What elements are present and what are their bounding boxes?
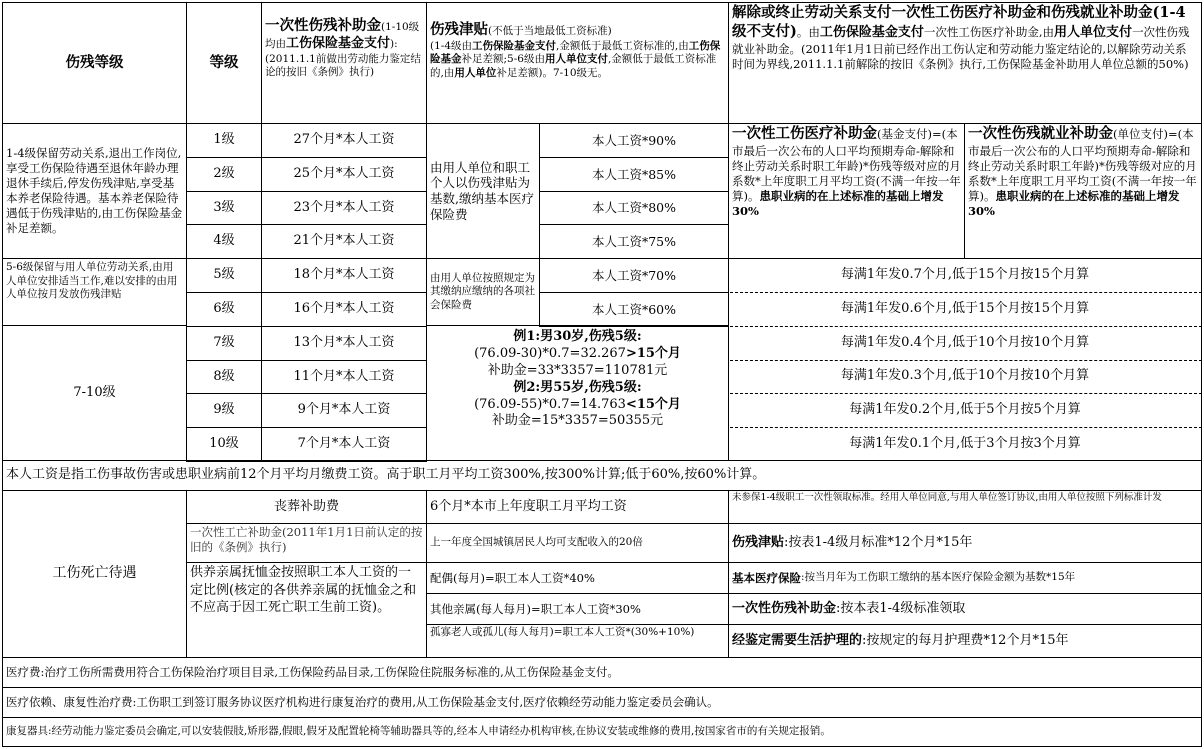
uninsured-care-value: :按规定的每月护理费*12个月*15年 <box>862 632 1069 648</box>
term-unit: 用人单位支付 <box>1054 24 1133 40</box>
grade-label: 伤残等级 <box>65 53 124 71</box>
footer-devices <box>2 717 1202 747</box>
allowance-cell: 本人工资*80% <box>539 191 729 225</box>
lump-fund: 工伤保险基金支付 <box>286 35 391 51</box>
lump-sum-cell: 21个月*本人工资 <box>261 224 427 259</box>
term-title: 解除或终止劳动关系支付一次性工伤医疗补助金和伤残就业补助金(1-4级不支付) <box>732 4 1186 40</box>
funeral-value <box>426 490 729 524</box>
allow-sub1: (不低于当地最低工资标准) <box>488 25 612 37</box>
uninsured-medical <box>728 562 1202 594</box>
pension-spouse-text: 配偶(每月)=职工本人工资*40% <box>430 570 595 585</box>
death-label-text: 工伤死亡待遇 <box>52 565 137 582</box>
uninsured-lump-label: 一次性伤残补助金 <box>732 600 837 616</box>
lump-sub1: (1-10级均由 <box>265 21 420 50</box>
dashed-divider <box>730 292 1202 293</box>
wage-note <box>2 460 1202 491</box>
death-lump-text: 一次性工亡补助金(2011年1月1日前认定的按旧的《条例》执行) <box>190 525 423 554</box>
lump-sum-cell: 27个月*本人工资 <box>261 123 427 158</box>
allowance-cell: 本人工资*85% <box>539 157 729 192</box>
term-fund: 工伤保险基金支付 <box>819 24 924 40</box>
per-year-rule: 每满1年发0.7个月,低于15个月按15个月算 <box>840 266 1090 282</box>
allowance-cell: 本人工资*70% <box>539 258 729 293</box>
death-lump-label <box>186 523 427 563</box>
pension-other <box>426 593 729 625</box>
dashed-divider <box>730 360 1202 361</box>
group-5-6-text: 5-6级保留与用人单位劳动关系,由用人单位安排适当工作,难以安排的由用人单位按月发放伤残津贴 <box>6 261 178 301</box>
medical-subsidy <box>728 123 965 259</box>
allow-sub6: 补足差额)。7-10级无。 <box>496 67 609 80</box>
level-cell: 8级 <box>186 360 262 394</box>
uninsured-care-label: 经鉴定需要生活护理的 <box>732 632 863 648</box>
footer-medical-text: 医疗费:治疗工伤所需费用符合工伤保险治疗项目目录,工伤保险药品目录,工伤保险住院服务标准的,从工伤保险基金支付。 <box>6 665 619 680</box>
dashed-divider <box>730 393 1202 394</box>
example1-result: >15个月 <box>625 345 681 361</box>
term-sub1: 。由 <box>796 24 820 39</box>
per-year-rule: 每满1年发0.2个月,低于5个月按5个月算 <box>849 401 1081 417</box>
term-sub3: 一次性伤残就业补助金。(2011年1月1日前已经作出工伤认定和劳动能力鉴定结论的,以解除劳动关系时间为界线,2011.1.1前解除的按旧《条例》执行,工伤保险基金补助用人单位总额的50%) <box>732 24 1190 71</box>
lump-sum-cell: 18个月*本人工资 <box>261 258 427 293</box>
example1-amount: 补助金=33*3357=110781元 <box>487 362 668 378</box>
group-1-4 <box>2 123 187 259</box>
death-lump-value <box>426 523 729 563</box>
lump-sum-cell: 23个月*本人工资 <box>261 191 427 225</box>
allow-note-1-4-text: 由用人单位和职工个人以伤残津贴为基数,缴纳基本医疗保险费 <box>430 159 534 222</box>
group-7-10 <box>2 325 187 461</box>
example2-amount: 补助金=15*3357=50355元 <box>491 413 664 429</box>
per-year-rule: 每满1年发0.4个月,低于10个月按10个月算 <box>840 334 1090 350</box>
allow-sub5: ,金额低于最低工资标准的,由 <box>430 53 717 80</box>
allow-sub2: (1-4级由 <box>430 39 473 52</box>
allow-unit2: 用人单位 <box>454 67 497 80</box>
footer-rehab-text: 医疗依赖、康复性治疗费:工伤职工到签订服务协议医疗机构进行康复治疗的费用,从工伤保险基金支付,医疗依赖经劳动能力鉴定委员会确认。 <box>6 695 719 710</box>
pension-other-text: 其他亲属(每人每月)=职工本人工资*30% <box>430 601 641 616</box>
group-5-6 <box>2 258 187 326</box>
uninsured-allow-label: 伤残津贴 <box>732 534 785 550</box>
uninsured-allowance <box>728 523 1202 563</box>
level-cell: 7级 <box>186 326 262 361</box>
level-cell: 10级 <box>186 427 262 462</box>
level-cell: 5级 <box>186 258 262 293</box>
employment-subsidy <box>964 123 1202 259</box>
uninsured-med-label: 基本医疗保险 <box>732 570 801 585</box>
allow-note-5-6 <box>426 258 540 326</box>
header-grade <box>2 2 187 124</box>
allow-fund: 工伤保险基金支付 <box>472 39 557 52</box>
header-level <box>186 2 262 124</box>
medical-title: 一次性工伤医疗补助金 <box>732 125 877 142</box>
dashed-divider <box>730 326 1202 327</box>
pension-spouse <box>426 562 729 594</box>
dashed-divider <box>730 427 1202 428</box>
per-year-rule: 每满1年发0.3个月,低于10个月按10个月算 <box>840 368 1090 384</box>
level-cell: 9级 <box>186 393 262 428</box>
medical-basis: (基金支付)=(本市最后一次公布的人口平均预期寿命-解除和终止劳动关系时职工年龄)*伤残等级对应的月系数*上年度职工月平均工资(不满一年按一年算)。 <box>732 127 961 203</box>
pension-orphan-text: 孤寡老人或孤儿(每人每月)=职工本人工资*(30%+10%) <box>430 626 695 638</box>
lump-sum-cell: 9个月*本人工资 <box>261 393 427 428</box>
footer-devices-text: 康复器具:经劳动能力鉴定委员会确定,可以安装假肢,矫形器,假眼,假牙及配置轮椅等辅助器具等的,经本人申请经办机构审核,在协议安装或维修的费用,按国家省市的有关规定报销。 <box>6 725 831 738</box>
allow-unit: 用人单位支付 <box>544 53 608 66</box>
funeral-label <box>186 490 427 524</box>
allowance-cell: 本人工资*90% <box>539 123 729 158</box>
header-lump-sum <box>261 2 427 124</box>
level-cell: 1级 <box>186 123 262 158</box>
allow-title: 伤残津贴 <box>430 21 488 38</box>
uninsured-care <box>728 624 1202 658</box>
death-label <box>2 490 187 658</box>
allow-sub3: ,金额低于最低工资标准的,由 <box>556 39 689 52</box>
pension-orphan <box>426 624 729 658</box>
group-1-4-text: 1-4级保留劳动关系,退出工作岗位,享受工伤保险待遇至退休年龄办理退休手续后,停发伤残津贴,享受基本养老保险待遇。基本养老保险待遇低于伤残津贴的,由工伤保险基金补足差额。 <box>6 146 183 235</box>
per-year-rule: 每满1年发0.6个月,低于15个月按15个月算 <box>840 300 1090 316</box>
lump-title: 一次性伤残补助金 <box>265 17 381 34</box>
header-allowance <box>426 2 729 124</box>
level-cell: 4级 <box>186 224 262 259</box>
uninsured-intro-text: 未参保1-4级职工一次性领取标准。经用人单位同意,与用人单位签订协议,由用人单位按照下列标准计发 <box>732 492 1162 503</box>
allow-fund2: 工伤保险基金 <box>430 39 721 66</box>
lump-sub2: ):(2011.1.1前做出劳动能力鉴定结论的按旧《条例》执行) <box>265 37 421 79</box>
employment-title: 一次性伤残就业补助金 <box>968 125 1113 142</box>
lump-sum-cell: 13个月*本人工资 <box>261 326 427 361</box>
example1-title: 例1:男30岁,伤残5级: <box>513 329 642 344</box>
death-lump-value-text: 上一年度全国城镇居民人均可支配收入的20倍 <box>430 536 643 549</box>
wage-note-text: 本人工资是指工伤事故伤害或患职业病前12个月平均月缴费工资。高于职工月平均工资300%,按300%计算;低于60%,按60%计算。 <box>6 467 766 483</box>
example2-title: 例2:男55岁,伤残5级: <box>513 379 642 395</box>
employment-basis: (单位支付)=(本市最后一次公布的人口平均预期寿命-解除和终止劳动关系时职工年龄)*伤残等级对应的月系数*上年度职工月平均工资(不满一年按一年算)。 <box>968 127 1197 203</box>
allowance-cell: 本人工资*60% <box>539 292 729 327</box>
term-sub2: 一次性工伤医疗补助金,由 <box>923 24 1055 39</box>
funeral-label-text: 丧葬补助费 <box>273 498 339 514</box>
group-7-10-text: 7-10级 <box>73 384 116 400</box>
allow-note-1-4 <box>426 123 540 259</box>
funeral-value-text: 6个月*本市上年度职工月平均工资 <box>430 498 627 514</box>
employment-note: 患职业病的在上述标准的基础上增发30% <box>968 188 1180 218</box>
uninsured-lump-value: :按本表1-4级标准领取 <box>836 600 966 616</box>
level-cell: 6级 <box>186 292 262 327</box>
allow-note-5-6-text: 由用人单位按照规定为其缴纳应缴纳的各项社会保险费 <box>430 271 535 311</box>
level-cell: 3级 <box>186 191 262 225</box>
pension-label <box>186 562 427 658</box>
lump-sum-cell: 7个月*本人工资 <box>261 427 427 462</box>
uninsured-lump <box>728 593 1202 625</box>
example2-result: <15个月 <box>625 396 681 412</box>
uninsured-med-value: :按当月年为工伤职工缴纳的基本医疗保险金额为基数*15年 <box>801 571 1076 584</box>
pension-text: 供养亲属抚恤金按照职工本人工资的一定比例(核定的各供养亲属的抚恤金之和不应高于因工死亡职工生前工资)。 <box>190 565 417 616</box>
per-year-rule: 每满1年发0.1个月,低于3个月按3个月算 <box>849 435 1081 451</box>
examples-box <box>426 325 729 461</box>
example2-calc: (76.09-55)*0.7=14.763 <box>474 396 626 412</box>
allowance-cell: 本人工资*75% <box>539 224 729 259</box>
allow-sub4: 补足差额;5-6级由 <box>461 53 545 66</box>
uninsured-intro <box>728 490 1202 524</box>
lump-sum-cell: 25个月*本人工资 <box>261 157 427 192</box>
footer-medical <box>2 657 1202 688</box>
header-termination <box>728 2 1202 124</box>
level-label: 等级 <box>209 53 239 71</box>
footer-rehab <box>2 687 1202 718</box>
lump-sum-cell: 11个月*本人工资 <box>261 360 427 394</box>
uninsured-allow-value: :按表1-4级月标准*12个月*15年 <box>784 534 973 550</box>
level-cell: 2级 <box>186 157 262 192</box>
example1-calc: (76.09-30)*0.7=32.267 <box>474 345 626 361</box>
lump-sum-cell: 16个月*本人工资 <box>261 292 427 327</box>
medical-note: 患职业病的在上述标准的基础上增发30% <box>732 188 944 218</box>
